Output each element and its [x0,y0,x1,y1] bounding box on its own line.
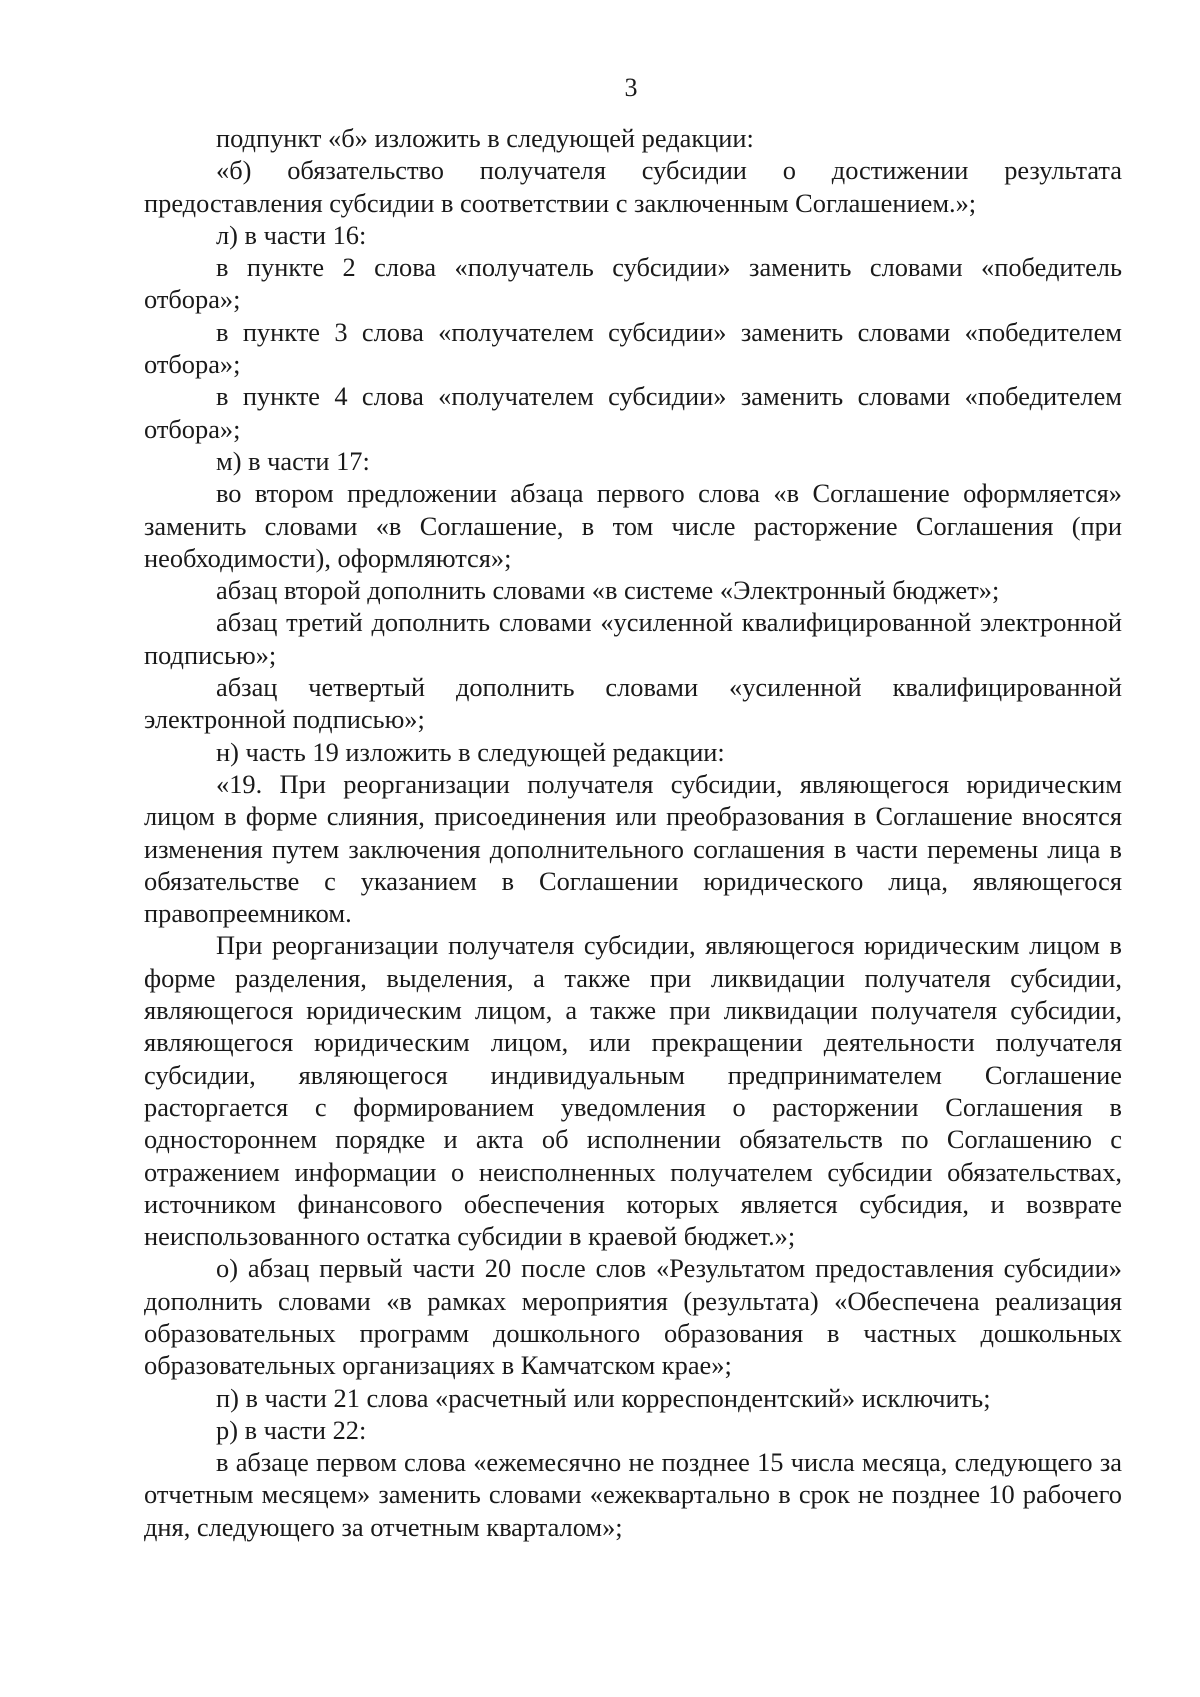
page-number: 3 [624,73,638,102]
paragraph: в пункте 3 слова «получателем субсидии» заменить словами «победителем отбора»; [144,316,1122,380]
paragraph: в абзаце первом слова «ежемесячно не позднее 15 числа месяца, следующего за отчетным месяцем» заменить словами «ежеквартально в срок не позднее 10 рабочего дня, следующего за отчетным кварталом»; [144,1447,1122,1542]
paragraph: абзац четвертый дополнить словами «усиленной квалифицированной электронной подписью»; [144,672,1122,735]
paragraph: абзац второй дополнить словами «в системе «Электронный бюджет»; [216,575,1000,606]
paragraph: п) в части 21 слова «расчетный или корреспондентский» исключить; [216,1382,991,1413]
paragraph: «б) обязательство получателя субсидии о достижении результата предоставления субсидии в соответствии с заключенным Соглашением.»; [144,155,1122,218]
paragraph: абзац третий дополнить словами «усиленной квалифицированной электронной подписью»; [144,607,1122,670]
paragraph: м) в части 17: [216,445,370,476]
paragraph: о) абзац первый части 20 после слов «Результатом предоставления субсидии» дополнить словами «в рамках мероприятия (результата) «Обеспечена реализация образовательных программ дошкольного образования в частных дошкольных образовательных организациях в Камчатском крае»; [144,1253,1122,1381]
document-body [144,122,1122,1543]
paragraph: н) часть 19 изложить в следующей редакции: [216,736,725,767]
paragraph: р) в части 22: [216,1414,367,1445]
paragraph: в пункте 4 слова «получателем субсидии» заменить словами «победителем отбора»; [144,381,1122,444]
paragraph: в пункте 2 слова «получатель субсидии» заменить словами «победитель отбора»; [144,252,1122,315]
paragraph: При реорганизации получателя субсидии, являющегося юридическим лицом в форме разделения, выделения, а также при ликвидации получателя субсидии, являющегося юридическим лицом, а также при ликвидации получателя субсидии, являющегося юридическим лицом, или прекращении деятельности получателя субсидии, являющегося индивидуальным предпринимателем Соглашение расторгается с формированием уведомления о расторжении Соглашения в одностороннем порядке и акта об исполнении обязательств по Соглашению с отражением информации о неисполненных получателем субсидии обязательствах, источником финансового обеспечения которых является субсидия, и возврате неиспользованного остатка субсидии в краевой бюджет.»; [144,930,1122,1252]
paragraph: подпункт «б» изложить в следующей редакции: [216,123,754,153]
paragraph: л) в части 16: [216,219,367,250]
paragraph: «19. При реорганизации получателя субсидии, являющегося юридическим лицом в форме слияния, присоединения или преобразования в Соглашение вносятся изменения путем заключения дополнительного соглашения в части перемены лица в обязательстве с указанием в Соглашении юридического лица, являющегося правопреемником. [144,768,1122,929]
paragraph: во втором предложении абзаца первого слова «в Соглашение оформляется» заменить словами «в Соглашение, в том числе расторжение Соглашения (при необходимости), оформляются»; [144,478,1122,573]
